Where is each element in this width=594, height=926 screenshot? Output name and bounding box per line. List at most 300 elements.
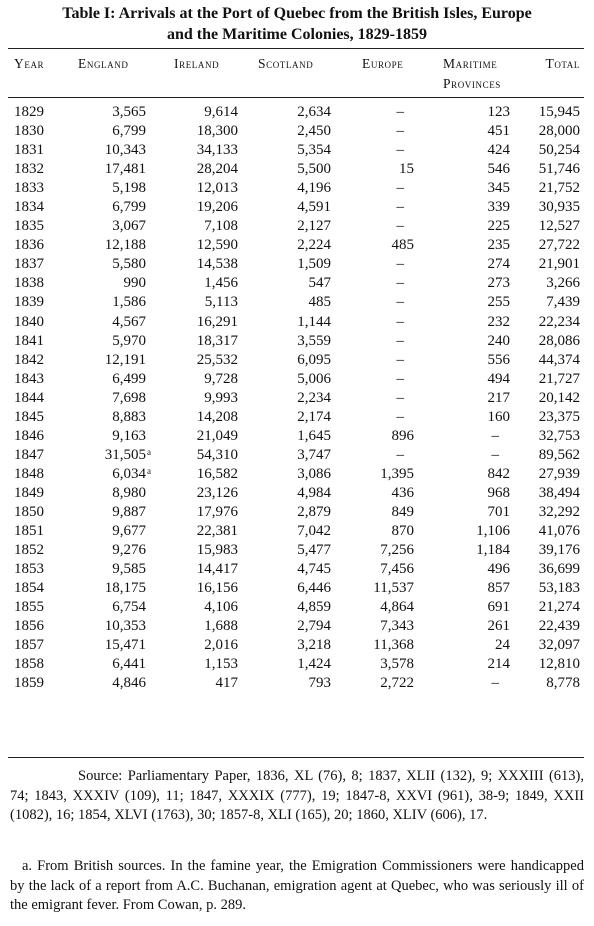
cell-maritime-value: 123 [487, 104, 510, 120]
cell-total [539, 179, 580, 198]
cell-england [112, 313, 146, 332]
cell-ireland-value: 28,204 [196, 161, 238, 178]
cell-scotland [297, 103, 331, 122]
cell-ireland [197, 122, 238, 141]
cell-europe-value: – [396, 256, 404, 273]
cell-maritime-value: 235 [487, 237, 510, 254]
cell-scotland-value: 3,218 [297, 637, 331, 654]
cell-maritime [488, 370, 511, 389]
cell-europe [397, 408, 405, 427]
cell-maritime [488, 274, 511, 293]
cell-total-value: 30,935 [538, 199, 580, 216]
cell-england [112, 465, 151, 484]
cell-ireland-value: 54,310 [196, 446, 238, 463]
cell-year-value: 1857 [14, 637, 44, 654]
cell-scotland-value: 793 [308, 675, 331, 692]
cell-europe-value: 11,537 [373, 580, 414, 597]
cell-total-value: 28,086 [538, 332, 580, 349]
cell-scotland-value: 2,794 [297, 618, 331, 635]
cell-maritime [492, 427, 500, 446]
cell-scotland-value: 4,859 [297, 599, 331, 616]
cell-europe [397, 217, 405, 236]
cell-europe [399, 160, 414, 179]
cell-europe [380, 598, 414, 617]
header-scotland: Scotland [258, 56, 314, 71]
cell-scotland [297, 141, 331, 160]
cell-europe-value: 7,456 [380, 561, 414, 578]
cell-europe-value: 11,368 [373, 637, 414, 654]
cell-maritime-value: 232 [487, 313, 510, 330]
top-rule [8, 48, 584, 49]
cell-maritime [488, 351, 511, 370]
cell-ireland [204, 370, 238, 389]
cell-total [539, 655, 580, 674]
cell-scotland-value: 5,500 [297, 161, 331, 178]
cell-maritime-value: 255 [487, 294, 510, 311]
header-maritime-line-2: Provinces [443, 76, 501, 91]
table-row [0, 103, 594, 122]
header-year: Year [14, 56, 45, 71]
table-row [0, 217, 594, 236]
cell-ireland [197, 541, 238, 560]
cell-england [124, 274, 147, 293]
cell-scotland-value: 2,450 [297, 123, 331, 140]
cell-ireland [197, 255, 238, 274]
cell-total-value: 36,699 [538, 561, 580, 578]
table-row [0, 465, 594, 484]
cell-scotland-value: 4,591 [297, 199, 331, 216]
cell-ireland-value: 18,317 [196, 332, 238, 349]
cell-ireland-value: 34,133 [196, 142, 238, 159]
cell-year [14, 408, 44, 427]
cell-year-value: 1833 [14, 180, 44, 197]
cell-scotland [297, 522, 331, 541]
cell-ireland [204, 217, 238, 236]
cell-england [112, 122, 146, 141]
cell-ireland [197, 446, 238, 465]
cell-maritime-value: – [491, 446, 499, 463]
cell-england [112, 655, 146, 674]
cell-scotland [297, 427, 331, 446]
table-row [0, 560, 594, 579]
cell-total [539, 370, 580, 389]
cell-maritime-value: – [491, 675, 499, 692]
cell-england-value: 9,163 [112, 427, 146, 444]
cell-ireland-value: 14,208 [196, 408, 238, 425]
cell-england-value: 3,565 [112, 104, 146, 120]
cell-england [112, 103, 146, 122]
cell-scotland-value: 7,042 [297, 523, 331, 540]
cell-year-value: 1829 [14, 104, 44, 120]
cell-year [14, 351, 44, 370]
cell-ireland [205, 293, 238, 312]
cell-total-value: 21,727 [538, 370, 580, 387]
cell-europe-value: – [396, 218, 404, 235]
cell-total [539, 122, 580, 141]
cell-year-value: 1836 [14, 237, 44, 254]
cell-scotland-value: 2,879 [297, 503, 331, 520]
cell-total-value: 21,752 [538, 180, 580, 197]
cell-total-value: 32,097 [538, 637, 580, 654]
cell-england [105, 636, 146, 655]
cell-total [539, 560, 580, 579]
cell-year-value: 1841 [14, 332, 44, 349]
cell-england [105, 236, 146, 255]
table-row [0, 541, 594, 560]
cell-maritime [492, 446, 500, 465]
cell-europe-value: 4,864 [380, 599, 414, 616]
header-europe: Europe [362, 56, 404, 71]
cell-total [539, 389, 580, 408]
cell-maritime-value: 217 [487, 389, 510, 406]
cell-scotland-value: 4,984 [297, 484, 331, 501]
cell-england-value: 8,980 [112, 484, 146, 501]
cell-scotland-value: 485 [308, 294, 331, 311]
cell-england [105, 617, 146, 636]
cell-scotland-value: 6,095 [297, 351, 331, 368]
table-row [0, 141, 594, 160]
table-row [0, 636, 594, 655]
cell-year [14, 255, 44, 274]
cell-year [14, 617, 44, 636]
cell-europe [380, 541, 414, 560]
cell-maritime [488, 617, 511, 636]
cell-maritime-value: 345 [487, 180, 510, 197]
cell-maritime [488, 598, 511, 617]
footnote-a: a. From British sources. In the famine year, the Emigration Commissioners were handicapped by the lack of a report from A.C. Buchanan, emigration agent at Quebec, who was seriously ill of the emigrant fever. From Cowan, p. 289. [10, 858, 584, 913]
cell-england [112, 198, 146, 217]
cell-total [539, 332, 580, 351]
cell-scotland-value: 5,006 [297, 370, 331, 387]
cell-europe [397, 313, 405, 332]
cell-europe-value: – [396, 351, 404, 368]
cell-ireland-value: 12,013 [196, 180, 238, 197]
cell-europe-value: – [396, 294, 404, 311]
header-total: Total [545, 56, 580, 71]
cell-ireland [197, 484, 238, 503]
cell-total [539, 579, 580, 598]
cell-maritime [488, 160, 511, 179]
cell-europe [380, 465, 414, 484]
cell-europe [380, 617, 414, 636]
cell-england-value: 7,698 [112, 389, 146, 406]
cell-england [112, 408, 146, 427]
cell-year-value: 1839 [14, 294, 44, 311]
cell-europe-value: – [396, 199, 404, 216]
cell-england-value: 8,883 [112, 408, 146, 425]
cell-total [539, 598, 580, 617]
cell-maritime [488, 408, 511, 427]
cell-ireland-value: 16,156 [196, 580, 238, 597]
table-row [0, 446, 594, 465]
cell-total [539, 541, 580, 560]
cell-maritime [488, 465, 511, 484]
cell-maritime [495, 636, 510, 655]
cell-england-value: 15,471 [104, 637, 146, 654]
cell-europe-value: 15 [399, 161, 414, 178]
cell-year [14, 655, 44, 674]
cell-scotland [297, 389, 331, 408]
cell-europe [397, 103, 405, 122]
table-row [0, 674, 594, 693]
cell-year-value: 1830 [14, 123, 44, 140]
cell-year-value: 1846 [14, 427, 44, 444]
cell-maritime-value: 261 [487, 618, 510, 635]
cell-england-value: 6,499 [112, 370, 146, 387]
cell-maritime-value: 1,106 [476, 523, 510, 540]
header-england: England [78, 56, 129, 71]
cell-year [14, 389, 44, 408]
cell-year [14, 427, 44, 446]
cell-europe [392, 427, 415, 446]
cell-england-value: 5,970 [112, 332, 146, 349]
cell-ireland-value: 7,108 [204, 218, 238, 235]
cell-england-value: 6,034 a [112, 466, 146, 482]
table-row [0, 293, 594, 312]
cell-maritime [488, 198, 511, 217]
cell-total-value: 53,183 [538, 580, 580, 597]
table-row [0, 427, 594, 446]
cell-ireland [204, 274, 238, 293]
cell-scotland [297, 370, 331, 389]
cell-maritime-value: 339 [487, 199, 510, 216]
cell-total-value: 8,778 [546, 675, 580, 692]
cell-year [14, 141, 44, 160]
cell-scotland-value: 1,645 [297, 427, 331, 444]
cell-maritime [488, 103, 511, 122]
cell-ireland [197, 560, 238, 579]
cell-year-value: 1853 [14, 561, 44, 578]
cell-total-value: 50,254 [538, 142, 580, 159]
cell-ireland [197, 236, 238, 255]
cell-england [112, 293, 146, 312]
table-row [0, 179, 594, 198]
cell-scotland [297, 560, 331, 579]
cell-total-value: 7,439 [546, 294, 580, 311]
cell-maritime-value: 546 [487, 161, 510, 178]
cell-scotland [297, 655, 331, 674]
cell-year-value: 1832 [14, 161, 44, 178]
cell-total [539, 217, 580, 236]
cell-year [14, 674, 44, 693]
cell-year-value: 1844 [14, 389, 44, 406]
cell-ireland-value: 1,456 [204, 275, 238, 292]
cell-england [112, 370, 146, 389]
cell-europe-value: – [396, 142, 404, 159]
cell-ireland [197, 198, 238, 217]
cell-europe [392, 236, 415, 255]
cell-england [112, 503, 146, 522]
cell-maritime-value: 968 [487, 484, 510, 501]
cell-total [539, 313, 580, 332]
cell-year [14, 560, 44, 579]
cell-total-value: 21,274 [538, 599, 580, 616]
cell-england-value: 9,677 [112, 523, 146, 540]
table-row [0, 389, 594, 408]
cell-england-value: 12,188 [104, 237, 146, 254]
cell-europe-value: – [396, 389, 404, 406]
cell-year-value: 1845 [14, 408, 44, 425]
cell-year-value: 1854 [14, 580, 44, 597]
cell-europe [380, 560, 414, 579]
cell-total-value: 27,722 [538, 237, 580, 254]
cell-europe [397, 179, 405, 198]
cell-maritime-value: 160 [487, 408, 510, 425]
cell-ireland-value: 16,291 [196, 313, 238, 330]
cell-maritime-value: 496 [487, 561, 510, 578]
cell-scotland-value: 4,745 [297, 561, 331, 578]
cell-year-value: 1843 [14, 370, 44, 387]
cell-year-value: 1838 [14, 275, 44, 292]
cell-europe [397, 255, 405, 274]
cell-maritime [488, 579, 511, 598]
cell-ireland-value: 4,106 [204, 599, 238, 616]
header-maritime-line-1: Maritime [443, 56, 498, 71]
cell-maritime-value: – [491, 427, 499, 444]
cell-ireland [197, 579, 238, 598]
cell-scotland-value: 1,509 [297, 256, 331, 273]
cell-maritime [492, 674, 500, 693]
cell-ireland-value: 12,590 [196, 237, 238, 254]
cell-year [14, 484, 44, 503]
cell-year-value: 1840 [14, 313, 44, 330]
cell-maritime [488, 389, 511, 408]
table-row [0, 122, 594, 141]
header-rule [8, 97, 584, 98]
cell-scotland [297, 446, 331, 465]
cell-year-value: 1847 [14, 446, 44, 463]
cell-maritime-value: 1,184 [476, 542, 510, 559]
cell-total [539, 503, 580, 522]
cell-england [112, 522, 146, 541]
cell-ireland [197, 465, 238, 484]
cell-maritime [488, 293, 511, 312]
cell-maritime [488, 560, 511, 579]
table-title-line-1: Table I: Arrivals at the Port of Quebec from the British Isles, Europe [62, 5, 532, 22]
cell-england-value: 31,505 a [105, 447, 146, 463]
cell-england [112, 598, 146, 617]
cell-total-value: 22,234 [538, 313, 580, 330]
cell-ireland-value: 21,049 [196, 427, 238, 444]
cell-england-value: 6,754 [112, 599, 146, 616]
bottom-rule [8, 757, 584, 758]
cell-england [105, 351, 146, 370]
cell-total [539, 484, 580, 503]
table-body [0, 103, 594, 693]
cell-scotland-value: 2,174 [297, 408, 331, 425]
cell-total [546, 293, 580, 312]
cell-total-value: 27,939 [538, 465, 580, 482]
cell-ireland-value: 18,300 [196, 123, 238, 140]
cell-total-value: 21,901 [538, 256, 580, 273]
cell-maritime [488, 484, 511, 503]
source-note: Source: Parliamentary Paper, 1836, XL (76), 8; 1837, XLII (132), 9; XXXIII (613), 74; 1843, XXXIV (109), 11; 1847, XXXIX (777), 19; 1847-8, XXVI (961), 38-9; 1849, XXII (1082), 16; 1854, XLVI (1763), 30; 1857-8, XLI (165), 20; 1860, XLIV (606), 17. [10, 768, 584, 823]
table-row [0, 598, 594, 617]
cell-total [539, 255, 580, 274]
table-title [0, 3, 594, 45]
cell-ireland [216, 674, 239, 693]
cell-total [539, 198, 580, 217]
cell-scotland-value: 2,234 [297, 389, 331, 406]
cell-england [112, 484, 146, 503]
cell-ireland-value: 9,614 [204, 104, 238, 120]
cell-europe-value: – [396, 180, 404, 197]
cell-total-value: 15,945 [538, 104, 580, 120]
cell-ireland-value: 9,993 [204, 389, 238, 406]
cell-maritime [488, 313, 511, 332]
cell-england-value: 1,586 [112, 294, 146, 311]
cell-ireland [197, 141, 238, 160]
cell-scotland-value: 5,477 [297, 542, 331, 559]
cell-year-value: 1855 [14, 599, 44, 616]
table-row [0, 370, 594, 389]
cell-ireland [204, 617, 238, 636]
cell-scotland-value: 3,559 [297, 332, 331, 349]
cell-scotland-value: 1,144 [297, 313, 331, 330]
cell-scotland [297, 598, 331, 617]
cell-europe-value: – [396, 275, 404, 292]
cell-england-value: 9,887 [112, 503, 146, 520]
cell-year [14, 503, 44, 522]
cell-total [539, 141, 580, 160]
table-row [0, 160, 594, 179]
cell-maritime-value: 225 [487, 218, 510, 235]
cell-total-value: 89,562 [538, 446, 580, 463]
cell-year [14, 236, 44, 255]
cell-total [546, 674, 580, 693]
cell-europe-value: 485 [391, 237, 414, 254]
cell-scotland [297, 332, 331, 351]
cell-england [112, 427, 146, 446]
cell-england [112, 674, 146, 693]
cell-maritime [476, 522, 510, 541]
cell-england-value: 990 [123, 275, 146, 292]
table-row [0, 617, 594, 636]
cell-england-value: 3,067 [112, 218, 146, 235]
cell-scotland [309, 674, 332, 693]
cell-year-value: 1835 [14, 218, 44, 235]
cell-total-value: 22,439 [538, 618, 580, 635]
footnote-marker: a [147, 446, 151, 457]
cell-ireland [197, 313, 238, 332]
table-row [0, 313, 594, 332]
cell-england [112, 255, 146, 274]
cell-europe [397, 389, 405, 408]
cell-maritime-value: 857 [487, 580, 510, 597]
cell-ireland [204, 636, 238, 655]
cell-scotland [297, 579, 331, 598]
cell-ireland-value: 9,728 [204, 370, 238, 387]
cell-year [14, 179, 44, 198]
cell-year-value: 1852 [14, 542, 44, 559]
cell-year-value: 1856 [14, 618, 44, 635]
cell-england [112, 389, 146, 408]
cell-scotland [297, 236, 331, 255]
cell-maritime [488, 122, 511, 141]
cell-year [14, 160, 44, 179]
cell-maritime-value: 240 [487, 332, 510, 349]
cell-total-value: 32,292 [538, 503, 580, 520]
cell-england [112, 217, 146, 236]
cell-scotland [297, 255, 331, 274]
cell-ireland [197, 332, 238, 351]
cell-maritime-value: 273 [487, 275, 510, 292]
cell-maritime-value: 214 [487, 656, 510, 673]
cell-total [539, 160, 580, 179]
cell-ireland-value: 5,113 [204, 294, 238, 311]
cell-europe [397, 122, 405, 141]
cell-year-value: 1831 [14, 142, 44, 159]
